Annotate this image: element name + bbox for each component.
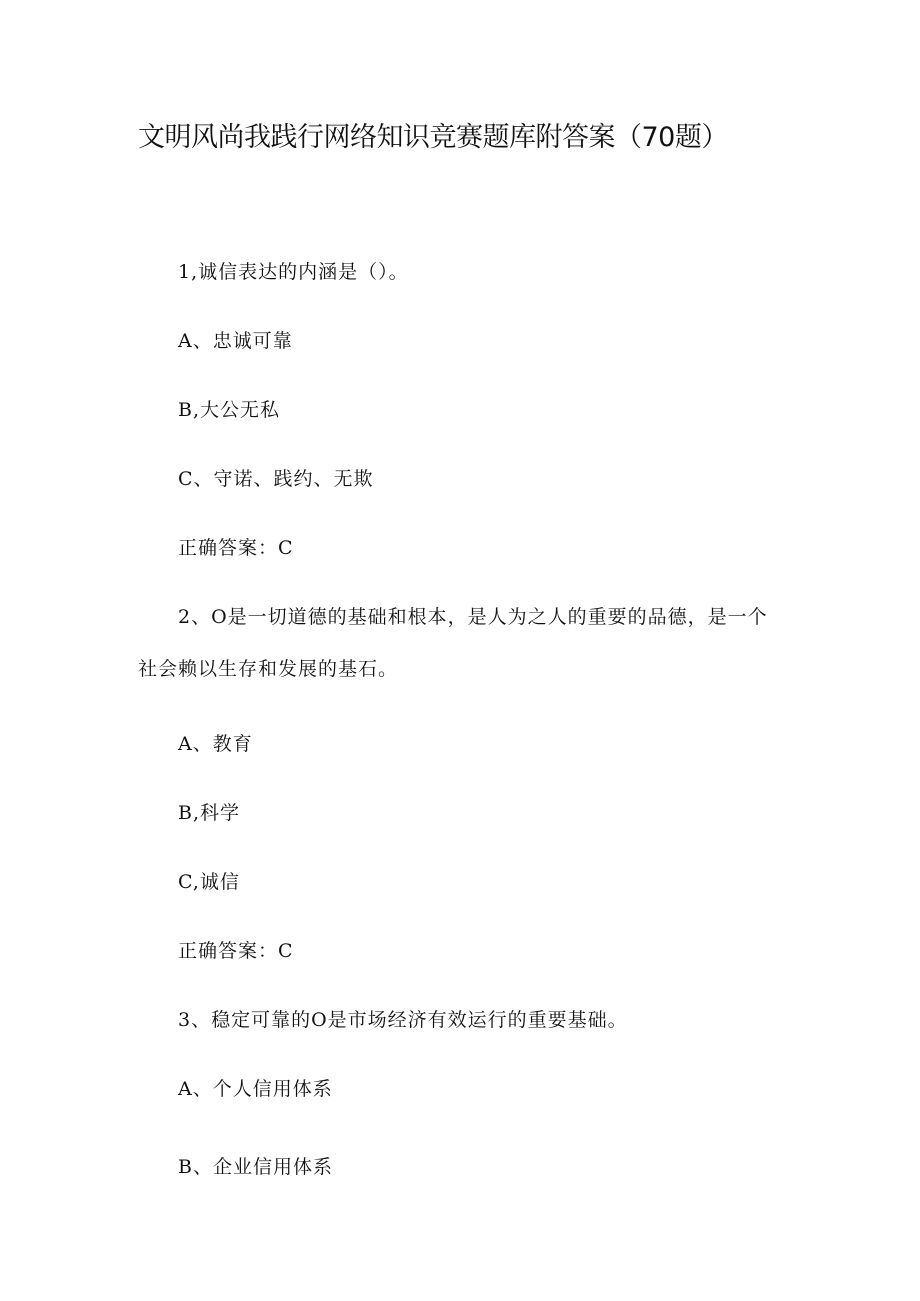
- question-3-option-b: B、企业信用体系: [178, 1156, 333, 1178]
- document-title: 文明风尚我践行网络知识竞赛题库附答案（70题）: [138, 122, 728, 153]
- question-2-answer: 正确答案：C: [178, 940, 294, 962]
- question-2-option-a: A、教育: [178, 733, 253, 755]
- question-1-option-c: C、守诺、践约、无欺: [178, 468, 374, 490]
- question-1-option-b: B,大公无私: [178, 399, 281, 421]
- question-1-option-a: A、忠诚可靠: [178, 330, 293, 352]
- question-3-option-a: A、个人信用体系: [178, 1078, 333, 1100]
- question-2-stem-line-1: 2、O是一切道德的基础和根本，是人为之人的重要的品德，是一个: [178, 606, 768, 628]
- question-2-stem-line-2: 社会赖以生存和发展的基石。: [138, 658, 399, 680]
- question-3-stem: 3、稳定可靠的O是市场经济有效运行的重要基础。: [178, 1009, 628, 1031]
- question-2-option-c: C,诚信: [178, 871, 240, 893]
- question-1-stem: 1,诚信表达的内涵是（）。: [178, 261, 409, 283]
- question-1-answer: 正确答案：C: [178, 537, 294, 559]
- question-2-option-b: B,科学: [178, 802, 241, 824]
